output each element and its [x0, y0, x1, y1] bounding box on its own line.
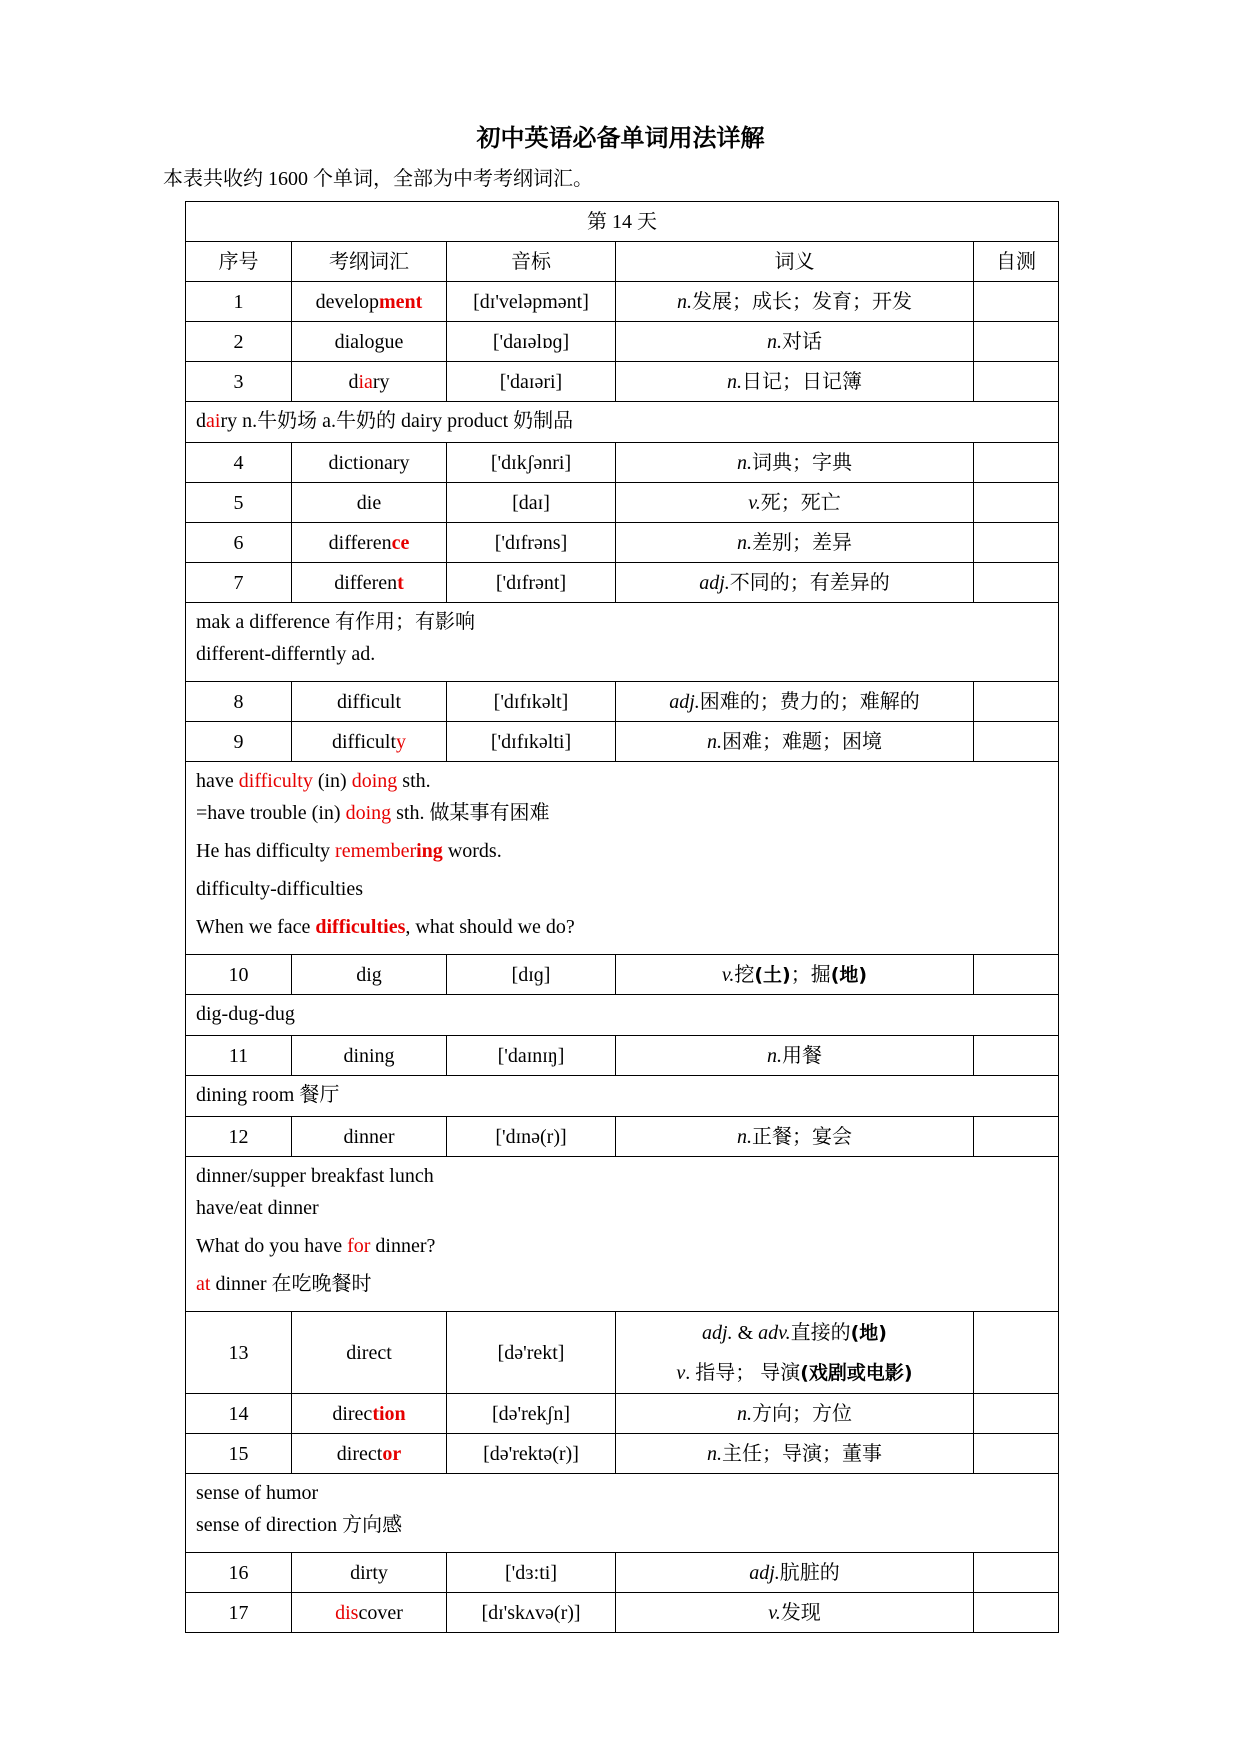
meaning-text: 词典；字典	[752, 451, 852, 474]
meaning-text: 困难；难题；困境	[722, 730, 882, 753]
meaning-text: adj.	[749, 1561, 780, 1584]
self-test-cell[interactable]	[974, 682, 1059, 722]
note-text: dig-dug-dug	[196, 1003, 295, 1025]
note-row	[186, 1157, 1059, 1312]
meaning-cell	[616, 1434, 974, 1474]
meaning-cell	[616, 523, 974, 563]
self-test-cell[interactable]	[974, 523, 1059, 563]
word-number: 5	[186, 483, 292, 523]
word-text: dialogue	[334, 330, 404, 353]
note-text: dinner/supper breakfast lunch	[196, 1165, 434, 1187]
meaning-text: (地)	[830, 963, 868, 986]
day-label: 第 14 天	[186, 202, 1059, 242]
word-text: dinner	[343, 1125, 395, 1148]
word-cell	[292, 955, 447, 995]
meaning-cell	[616, 282, 974, 322]
note-line	[196, 1080, 1048, 1112]
phonetic-cell: ['dɪfɪkəlti]	[447, 722, 616, 762]
word-cell	[292, 443, 447, 483]
meaning-line	[624, 1313, 965, 1353]
meaning-cell	[616, 955, 974, 995]
word-text: differen	[334, 571, 398, 594]
meaning-text: 挖	[734, 963, 755, 986]
vocabulary-table	[185, 201, 1059, 1633]
meaning-text: n.	[707, 730, 722, 753]
word-row	[186, 1036, 1059, 1076]
page-title: 初中英语必备单词用法详解	[476, 126, 765, 152]
self-test-cell[interactable]	[974, 955, 1059, 995]
self-test-cell[interactable]	[974, 1593, 1059, 1633]
note-text: dinner 在吃晚餐时	[210, 1273, 372, 1295]
note-line	[196, 874, 1048, 912]
meaning-cell	[616, 322, 974, 362]
meaning-text: n.	[727, 370, 742, 393]
word-row	[186, 322, 1059, 362]
word-cell	[292, 1434, 447, 1474]
meaning-text: v.	[748, 491, 761, 514]
meaning-text: v	[676, 1361, 686, 1384]
word-row	[186, 682, 1059, 722]
phonetic-cell: [dɪ'veləpmənt]	[447, 282, 616, 322]
note-row	[186, 402, 1059, 443]
note-line	[196, 1269, 1048, 1307]
note-text: dining room 餐厅	[196, 1084, 340, 1106]
note-cell	[186, 762, 1059, 955]
meaning-text: ；掘	[790, 963, 831, 986]
meaning-text: 不同的；有差异的	[729, 571, 890, 594]
meaning-text: adv.	[758, 1321, 791, 1344]
note-text: doing	[345, 802, 392, 824]
meaning-cell	[616, 1312, 974, 1394]
phonetic-cell: ['dɪnə(r)]	[447, 1117, 616, 1157]
meaning-text: n.	[707, 1442, 722, 1465]
meaning-text: n.	[677, 290, 692, 313]
meaning-text: n.	[737, 531, 752, 554]
word-number: 15	[186, 1434, 292, 1474]
note-line	[196, 406, 1048, 438]
word-row	[186, 955, 1059, 995]
note-text: have	[196, 770, 239, 792]
word-cell	[292, 682, 447, 722]
word-number: 10	[186, 955, 292, 995]
word-row	[186, 1394, 1059, 1434]
note-text: ing	[416, 840, 443, 862]
phonetic-cell: ['dɪkʃənri]	[447, 443, 616, 483]
word-number: 11	[186, 1036, 292, 1076]
note-cell	[186, 995, 1059, 1036]
word-row	[186, 483, 1059, 523]
word-number: 6	[186, 523, 292, 563]
note-line	[196, 1193, 1048, 1231]
note-text: doing	[351, 770, 398, 792]
note-text: ai	[206, 410, 221, 432]
word-number: 13	[186, 1312, 292, 1394]
meaning-text: 方向；方位	[752, 1402, 852, 1425]
meaning-cell	[616, 483, 974, 523]
word-cell	[292, 483, 447, 523]
meaning-cell	[616, 563, 974, 603]
meaning-text: 日记；日记簿	[742, 370, 862, 393]
phonetic-cell: [dɪ'skʌvə(r)]	[447, 1593, 616, 1633]
word-row	[186, 443, 1059, 483]
word-row	[186, 1312, 1059, 1394]
note-text: words.	[442, 840, 502, 862]
meaning-text: v.	[768, 1601, 781, 1624]
self-test-cell[interactable]	[974, 282, 1059, 322]
word-text: d	[348, 370, 359, 393]
word-number: 3	[186, 362, 292, 402]
phonetic-cell: ['daɪəlɒɡ]	[447, 322, 616, 362]
word-number: 12	[186, 1117, 292, 1157]
note-line	[196, 798, 1048, 836]
meaning-text: 发展；成长；发育；开发	[692, 290, 912, 313]
self-test-cell[interactable]	[974, 1434, 1059, 1474]
self-test-cell[interactable]	[974, 1312, 1059, 1394]
note-text: (in)	[312, 770, 352, 792]
note-text: What do you have	[196, 1235, 348, 1257]
phonetic-cell: [daɪ]	[447, 483, 616, 523]
meaning-text: 发现	[780, 1601, 821, 1624]
note-line	[196, 1231, 1048, 1269]
meaning-text: n.	[737, 451, 752, 474]
word-row	[186, 362, 1059, 402]
self-test-cell[interactable]	[974, 722, 1059, 762]
note-text: difficulty	[238, 770, 313, 792]
meaning-cell	[616, 1036, 974, 1076]
word-cell	[292, 1394, 447, 1434]
word-text: direct	[336, 1442, 383, 1465]
note-line	[196, 836, 1048, 874]
word-text: direct	[346, 1341, 392, 1364]
note-row	[186, 762, 1059, 955]
self-test-cell[interactable]	[974, 563, 1059, 603]
note-line	[196, 607, 1048, 639]
note-line	[196, 1478, 1048, 1510]
note-line	[196, 639, 1048, 677]
meaning-text: (戏剧或电影)	[800, 1361, 913, 1384]
meaning-cell	[616, 1593, 974, 1633]
phonetic-cell: ['daɪnɪŋ]	[447, 1036, 616, 1076]
word-text: ia	[358, 370, 373, 393]
self-test-cell[interactable]	[974, 362, 1059, 402]
word-row	[186, 1434, 1059, 1474]
phonetic-cell: [də'rekt]	[447, 1312, 616, 1394]
word-number: 7	[186, 563, 292, 603]
word-text: ry	[372, 370, 390, 393]
word-text: y	[396, 730, 407, 753]
word-cell	[292, 282, 447, 322]
note-text: =have trouble (in)	[196, 802, 346, 824]
note-text: mak a difference 有作用；有影响	[196, 611, 475, 633]
note-text: ry n.牛奶场 a.牛奶的 dairy product 奶制品	[220, 410, 574, 432]
note-line	[196, 766, 1048, 798]
meaning-text: 困难的；费力的；难解的	[699, 690, 920, 713]
note-cell	[186, 1076, 1059, 1117]
meaning-text: 差别；差异	[752, 531, 852, 554]
meaning-text: 主任；导演；董事	[722, 1442, 882, 1465]
note-cell	[186, 603, 1059, 682]
meaning-text: adj.	[699, 571, 730, 594]
phonetic-cell: ['daɪəri]	[447, 362, 616, 402]
word-text: ce	[391, 531, 410, 554]
note-text: sth.	[397, 770, 431, 792]
header-number: 序号	[186, 242, 292, 282]
meaning-text: (地)	[850, 1321, 887, 1344]
meaning-text: (土)	[754, 963, 791, 986]
phonetic-cell: [də'rekʃn]	[447, 1394, 616, 1434]
phonetic-cell: ['dɪfrənt]	[447, 563, 616, 603]
word-text: difficult	[336, 690, 402, 713]
note-row	[186, 995, 1059, 1036]
word-cell	[292, 1117, 447, 1157]
day-header-row	[186, 202, 1059, 242]
word-cell	[292, 1553, 447, 1593]
note-text: , what should we do?	[405, 916, 575, 938]
intro-text: 本表共收约 1600 个单词，全部为中考考纲词汇。	[163, 168, 593, 190]
meaning-text: &	[732, 1321, 759, 1344]
note-text: for	[347, 1235, 371, 1257]
word-text: dining	[343, 1044, 395, 1067]
word-text: t	[397, 571, 404, 594]
word-cell	[292, 1593, 447, 1633]
word-number: 2	[186, 322, 292, 362]
word-text: ment	[378, 290, 423, 313]
note-cell	[186, 1157, 1059, 1312]
note-text: He has difficulty	[196, 840, 336, 862]
note-line	[196, 912, 1048, 950]
word-number: 9	[186, 722, 292, 762]
meaning-text: 用餐	[782, 1044, 822, 1067]
note-line	[196, 1161, 1048, 1193]
meaning-line	[624, 1353, 965, 1393]
header-word: 考纲词汇	[292, 242, 447, 282]
word-number: 16	[186, 1553, 292, 1593]
column-header-row	[186, 242, 1059, 282]
phonetic-cell: [dɪɡ]	[447, 955, 616, 995]
meaning-cell	[616, 362, 974, 402]
meaning-text: v.	[721, 963, 735, 986]
meaning-text: n.	[767, 1044, 782, 1067]
meaning-text: adj.	[669, 690, 700, 713]
self-test-cell[interactable]	[974, 1036, 1059, 1076]
note-text: difficulties	[315, 916, 406, 938]
note-line	[196, 1510, 1048, 1548]
phonetic-cell: ['dɜ:ti]	[447, 1553, 616, 1593]
word-number: 4	[186, 443, 292, 483]
note-text: at	[196, 1273, 211, 1295]
self-test-cell[interactable]	[974, 483, 1059, 523]
note-text: sense of direction 方向感	[196, 1514, 403, 1536]
word-cell	[292, 523, 447, 563]
note-text: dinner?	[370, 1235, 436, 1257]
word-cell	[292, 722, 447, 762]
meaning-text: n.	[767, 330, 782, 353]
note-cell	[186, 402, 1059, 443]
word-cell	[292, 563, 447, 603]
meaning-text: 对话	[782, 330, 822, 353]
self-test-cell[interactable]	[974, 322, 1059, 362]
note-text: d	[196, 410, 206, 432]
word-number: 17	[186, 1593, 292, 1633]
word-text: dis	[335, 1601, 359, 1624]
note-text: different-differntly ad.	[196, 643, 376, 665]
meaning-cell	[616, 1553, 974, 1593]
word-text: develop	[315, 290, 379, 313]
word-text: dictionary	[328, 451, 410, 474]
word-cell	[292, 362, 447, 402]
word-row	[186, 282, 1059, 322]
self-test-cell[interactable]	[974, 1117, 1059, 1157]
word-cell	[292, 322, 447, 362]
word-text: or	[382, 1442, 402, 1465]
meaning-text: n.	[737, 1402, 752, 1425]
word-text: direc	[332, 1402, 373, 1425]
meaning-text: 直接的	[790, 1321, 851, 1344]
header-phonetic: 音标	[447, 242, 616, 282]
phonetic-cell: ['dɪfɪkəlt]	[447, 682, 616, 722]
meaning-text: 肮脏的	[779, 1561, 840, 1584]
note-row	[186, 1076, 1059, 1117]
phonetic-cell: [də'rektə(r)]	[447, 1434, 616, 1474]
meaning-text: . 指导； 导演	[685, 1361, 801, 1384]
word-text: differen	[328, 531, 392, 554]
word-row	[186, 1593, 1059, 1633]
meaning-text: adj.	[702, 1321, 733, 1344]
phonetic-cell: ['dɪfrəns]	[447, 523, 616, 563]
self-test-cell[interactable]	[974, 1394, 1059, 1434]
word-row	[186, 523, 1059, 563]
word-row	[186, 1117, 1059, 1157]
word-text: tion	[372, 1402, 406, 1425]
note-row	[186, 603, 1059, 682]
meaning-text: 死；死亡	[760, 491, 841, 514]
word-cell	[292, 1312, 447, 1394]
note-cell	[186, 1474, 1059, 1553]
meaning-cell	[616, 443, 974, 483]
note-text: remember	[335, 840, 417, 862]
note-text: sth. 做某事有困难	[391, 802, 550, 824]
word-cell	[292, 1036, 447, 1076]
word-row	[186, 1553, 1059, 1593]
word-text: cover	[358, 1601, 403, 1624]
note-text: When we face	[196, 916, 316, 938]
note-text: sense of humor	[196, 1482, 319, 1504]
meaning-cell	[616, 1117, 974, 1157]
note-line	[196, 999, 1048, 1031]
self-test-cell[interactable]	[974, 1553, 1059, 1593]
word-text: die	[356, 491, 382, 514]
word-number: 8	[186, 682, 292, 722]
word-row	[186, 563, 1059, 603]
header-meaning: 词义	[616, 242, 974, 282]
meaning-cell	[616, 1394, 974, 1434]
word-number: 1	[186, 282, 292, 322]
word-text: dig	[356, 963, 382, 986]
meaning-text: 正餐；宴会	[752, 1125, 852, 1148]
note-row	[186, 1474, 1059, 1553]
meaning-cell	[616, 682, 974, 722]
word-number: 14	[186, 1394, 292, 1434]
header-self-test: 自测	[974, 242, 1059, 282]
note-text: difficulty-difficulties	[196, 878, 364, 900]
meaning-text: n.	[737, 1125, 752, 1148]
note-text: have/eat dinner	[196, 1197, 319, 1219]
word-text: difficult	[331, 730, 397, 753]
self-test-cell[interactable]	[974, 443, 1059, 483]
word-row	[186, 722, 1059, 762]
meaning-cell	[616, 722, 974, 762]
word-text: dirty	[350, 1561, 388, 1584]
